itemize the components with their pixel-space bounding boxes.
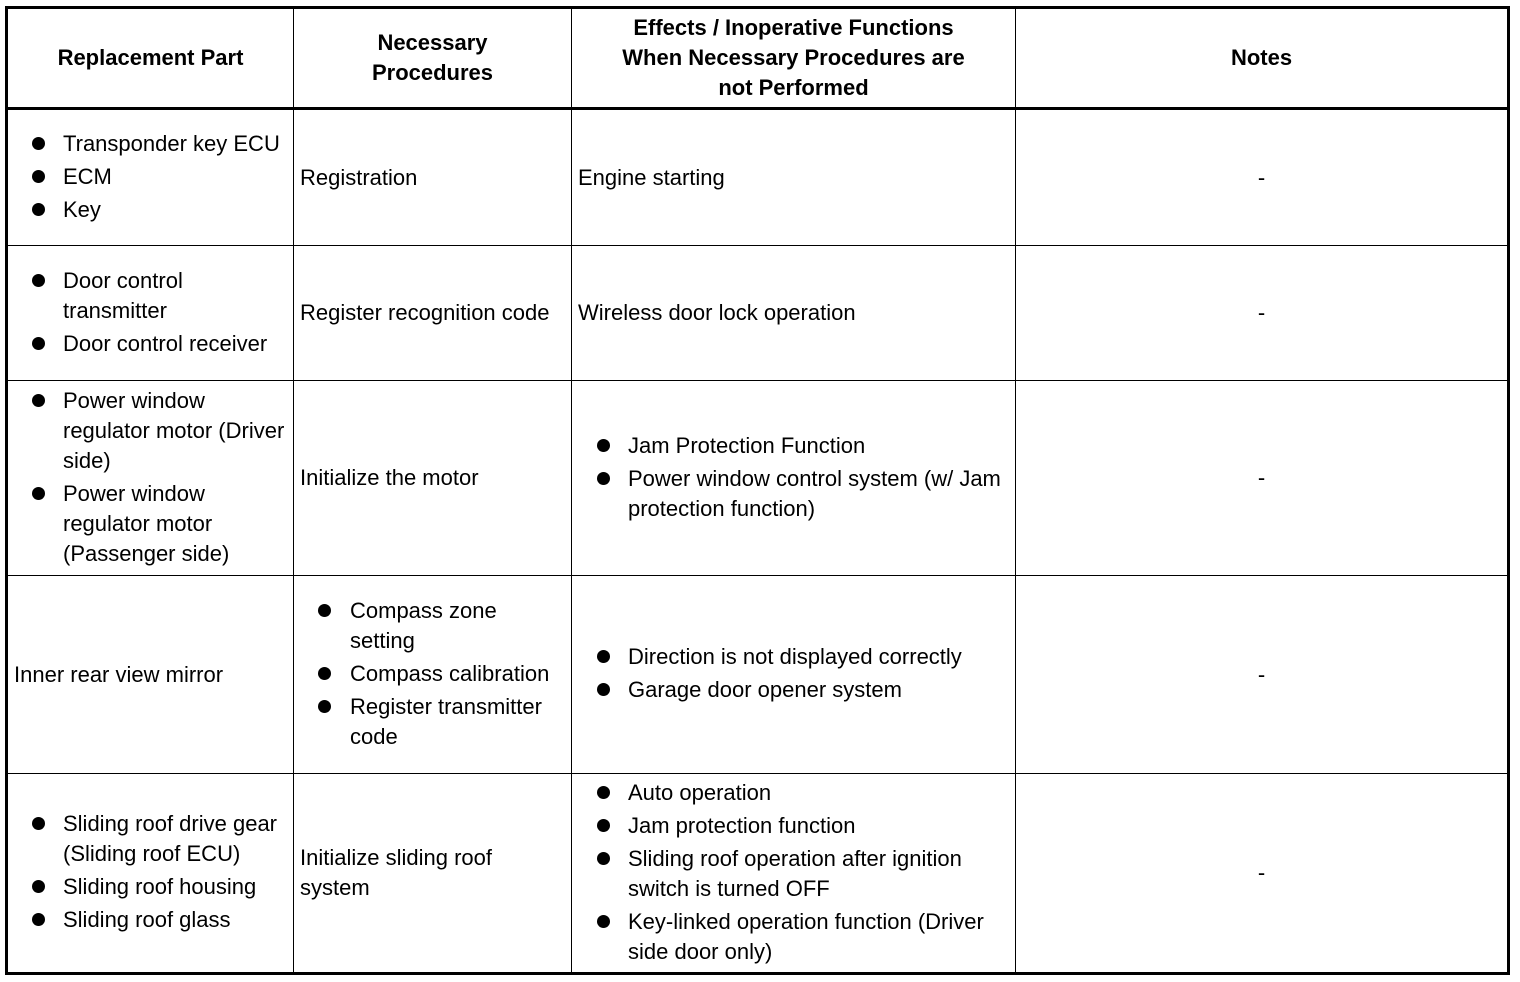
replacement-part-cell bbox=[7, 109, 294, 246]
list-item: Jam protection function bbox=[578, 811, 1009, 841]
bullet-icon bbox=[597, 439, 610, 452]
notes-cell: - bbox=[1016, 576, 1509, 774]
header-replacement-part: Replacement Part bbox=[7, 8, 294, 109]
bullet-icon bbox=[318, 700, 331, 713]
table-row bbox=[7, 246, 1509, 381]
replacement-procedures-table bbox=[5, 6, 1510, 975]
procedure-cell: Initialize the motor bbox=[294, 381, 572, 576]
bullet-icon bbox=[597, 786, 610, 799]
procedure-cell: Initialize sliding roof system bbox=[294, 774, 572, 974]
bullet-icon bbox=[597, 472, 610, 485]
list-item: Compass calibration bbox=[300, 659, 565, 689]
notes-cell: - bbox=[1016, 381, 1509, 576]
effect-cell: Engine starting bbox=[572, 109, 1016, 246]
effect-cell: Wireless door lock operation bbox=[572, 246, 1016, 381]
header-row bbox=[7, 8, 1509, 109]
bullet-icon bbox=[32, 913, 45, 926]
list-item: Power window regulator motor (Driver side) bbox=[14, 386, 287, 476]
list-item: Register transmitter code bbox=[300, 692, 565, 752]
bullet-icon bbox=[597, 819, 610, 832]
list-item: Door control transmitter bbox=[14, 266, 287, 326]
list-item: Door control receiver bbox=[14, 329, 287, 359]
table-row bbox=[7, 774, 1509, 974]
list-item: Key bbox=[14, 195, 287, 225]
procedure-cell: Register recognition code bbox=[294, 246, 572, 381]
notes-cell: - bbox=[1016, 246, 1509, 381]
list-item: Sliding roof drive gear (Sliding roof ECU) bbox=[14, 809, 287, 869]
list-item: Sliding roof housing bbox=[14, 872, 287, 902]
table-row bbox=[7, 381, 1509, 576]
replacement-part-cell: Inner rear view mirror bbox=[7, 576, 294, 774]
bullet-icon bbox=[597, 650, 610, 663]
notes-cell: - bbox=[1016, 774, 1509, 974]
bullet-icon bbox=[32, 817, 45, 830]
list-item: Transponder key ECU bbox=[14, 129, 287, 159]
list-item: Sliding roof operation after ignition switch is turned OFF bbox=[578, 844, 1009, 904]
header-necessary-procedures: Necessary Procedures bbox=[294, 8, 572, 109]
header-notes: Notes bbox=[1016, 8, 1509, 109]
list-item: Power window control system (w/ Jam protection function) bbox=[578, 464, 1009, 524]
replacement-part-cell bbox=[7, 381, 294, 576]
procedure-cell: Registration bbox=[294, 109, 572, 246]
notes-cell: - bbox=[1016, 109, 1509, 246]
list-item: Direction is not displayed correctly bbox=[578, 642, 1009, 672]
table-row bbox=[7, 109, 1509, 246]
effect-cell bbox=[572, 774, 1016, 974]
replacement-part-cell bbox=[7, 774, 294, 974]
header-effects: Effects / Inoperative Functions When Necessary Procedures are not Performed bbox=[572, 8, 1016, 109]
effect-cell bbox=[572, 576, 1016, 774]
effect-cell bbox=[572, 381, 1016, 576]
bullet-icon bbox=[32, 880, 45, 893]
bullet-icon bbox=[32, 137, 45, 150]
list-item: Garage door opener system bbox=[578, 675, 1009, 705]
list-item: Jam Protection Function bbox=[578, 431, 1009, 461]
bullet-icon bbox=[597, 915, 610, 928]
bullet-icon bbox=[597, 852, 610, 865]
bullet-icon bbox=[32, 203, 45, 216]
bullet-icon bbox=[32, 487, 45, 500]
bullet-icon bbox=[32, 394, 45, 407]
list-item: Power window regulator motor (Passenger side) bbox=[14, 479, 287, 569]
list-item: Key-linked operation function (Driver side door only) bbox=[578, 907, 1009, 967]
list-item: Sliding roof glass bbox=[14, 905, 287, 935]
table-row bbox=[7, 576, 1509, 774]
bullet-icon bbox=[32, 337, 45, 350]
bullet-icon bbox=[597, 683, 610, 696]
bullet-icon bbox=[32, 170, 45, 183]
bullet-icon bbox=[318, 604, 331, 617]
bullet-icon bbox=[318, 667, 331, 680]
list-item: Compass zone setting bbox=[300, 596, 565, 656]
bullet-icon bbox=[32, 274, 45, 287]
list-item: ECM bbox=[14, 162, 287, 192]
procedure-cell bbox=[294, 576, 572, 774]
list-item: Auto operation bbox=[578, 778, 1009, 808]
replacement-part-cell bbox=[7, 246, 294, 381]
